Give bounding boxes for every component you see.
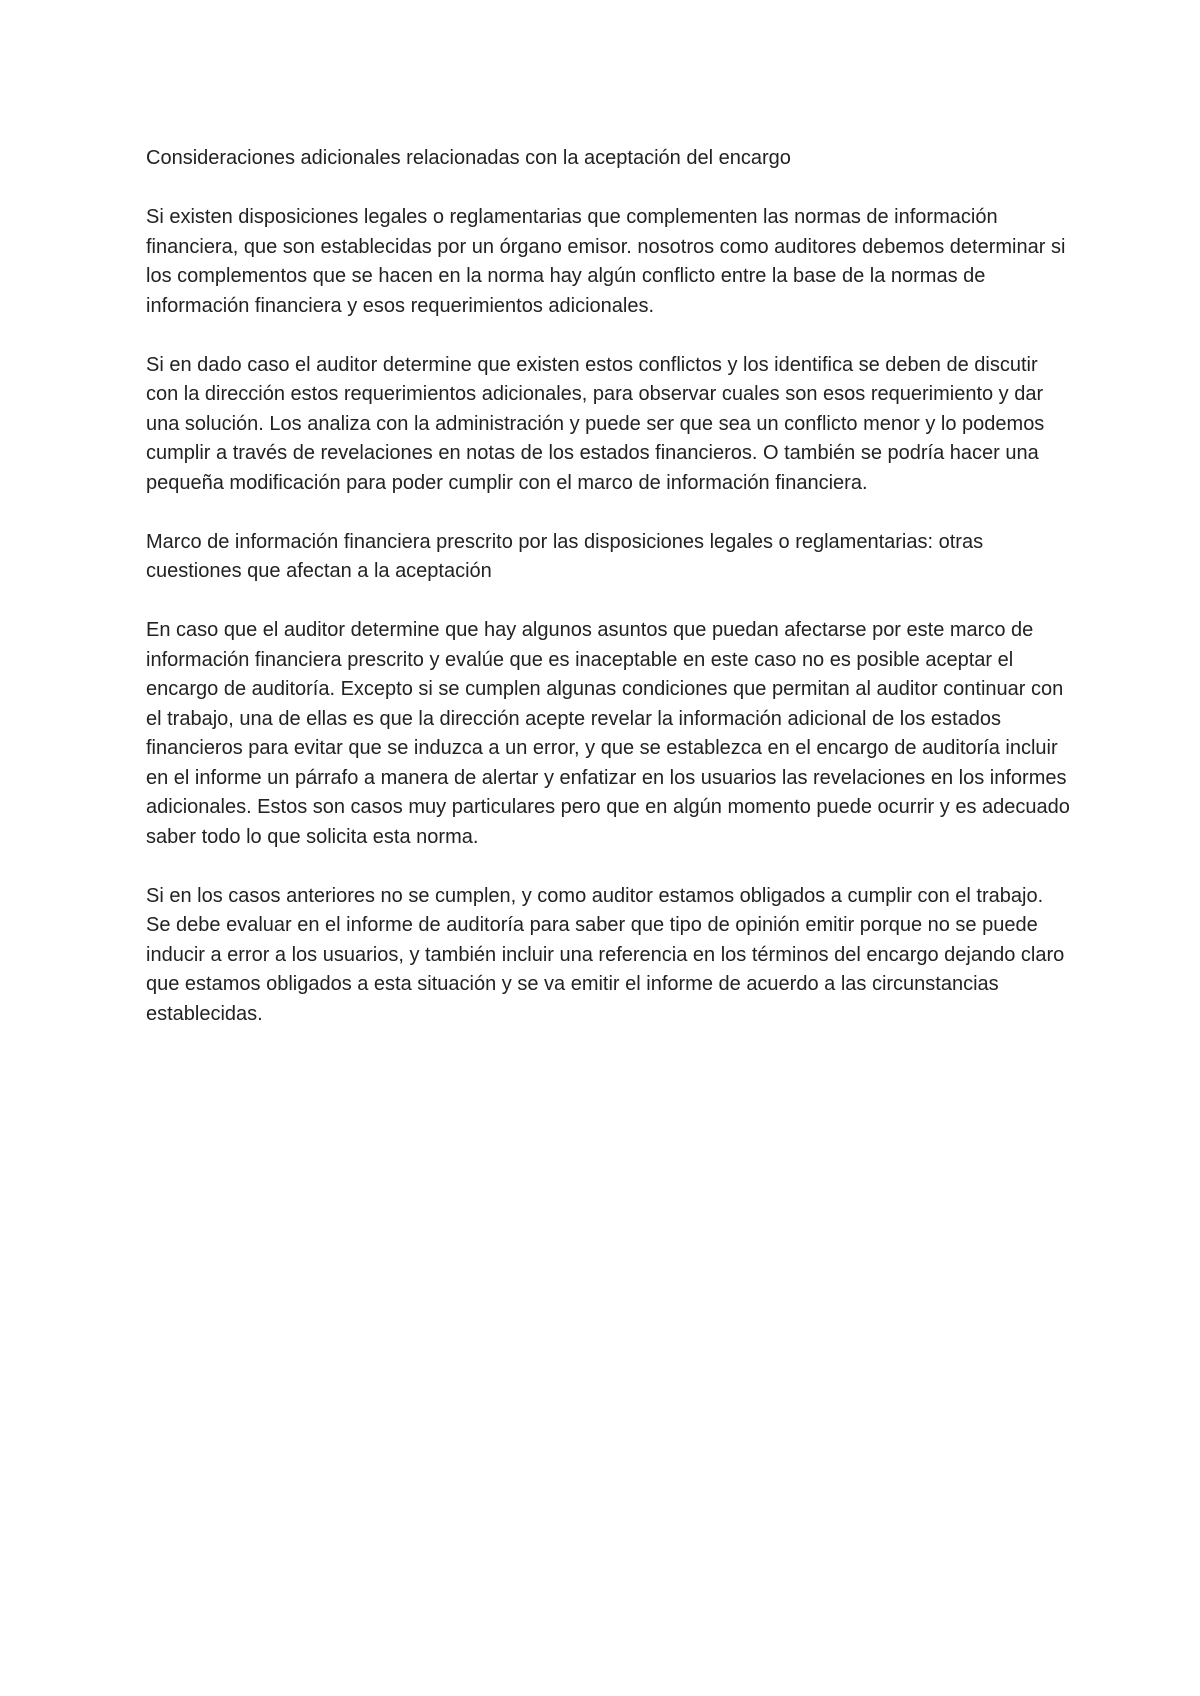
paragraph-legal-provisions: Si existen disposiciones legales o reglamentarias que complementen las normas de información financiera, que son establecidas por un órgano emisor. nosotros como auditores debemos determinar si los complementos que se hacen en la norma hay algún conflicto entre la base de la normas de información financiera y esos requerimientos adicionales. [146, 206, 1066, 317]
document-body [146, 144, 1071, 1029]
paragraph-conflicts: Si en dado caso el auditor determine que existen estos conflictos y los identifica se deben de discutir con la dirección estos requerimientos adicionales, para observar cuales son esos requerimiento y dar una solución. Los analiza con la administración y puede ser que sea un conflicto menor y lo podemos cumplir a través de revelaciones en notas de los estados financieros. O también se podría hacer una pequeña modificación para poder cumplir con el marco de información financiera. [146, 353, 1045, 494]
document-heading: Consideraciones adicionales relacionadas con la aceptación del encargo [146, 147, 791, 169]
section-heading-prescribed-framework: Marco de información financiera prescrito por las disposiciones legales o reglamentarias: otras cuestiones que afectan a la aceptación [146, 530, 984, 582]
paragraph-unacceptable-framework: En caso que el auditor determine que hay algunos asuntos que puedan afectarse por este marco de información financiera prescrito y evalúe que es inaceptable en este caso no es posible aceptar el encargo de auditoría. Excepto si se cumplen algunas condiciones que permitan al auditor continuar con el trabajo, una de ellas es que la dirección acepte revelar la información adicional de los estados financieros para evitar que se induzca a un error, y que se establezca en el encargo de auditoría incluir en el informe un párrafo a manera de alertar y enfatizar en los usuarios las revelaciones en los informes adicionales. Estos son casos muy particulares pero que en algún momento puede ocurrir y es adecuado saber todo lo que solicita esta norma. [146, 619, 1070, 848]
paragraph-obligated-auditor: Si en los casos anteriores no se cumplen, y como auditor estamos obligados a cumplir con el trabajo. Se debe evaluar en el informe de auditoría para saber que tipo de opinión emitir porque no se puede inducir a error a los usuarios, y también incluir una referencia en los términos del encargo dejando claro que estamos obligados a esta situación y se va emitir el informe de acuerdo a las circunstancias establecidas. [146, 884, 1065, 1025]
